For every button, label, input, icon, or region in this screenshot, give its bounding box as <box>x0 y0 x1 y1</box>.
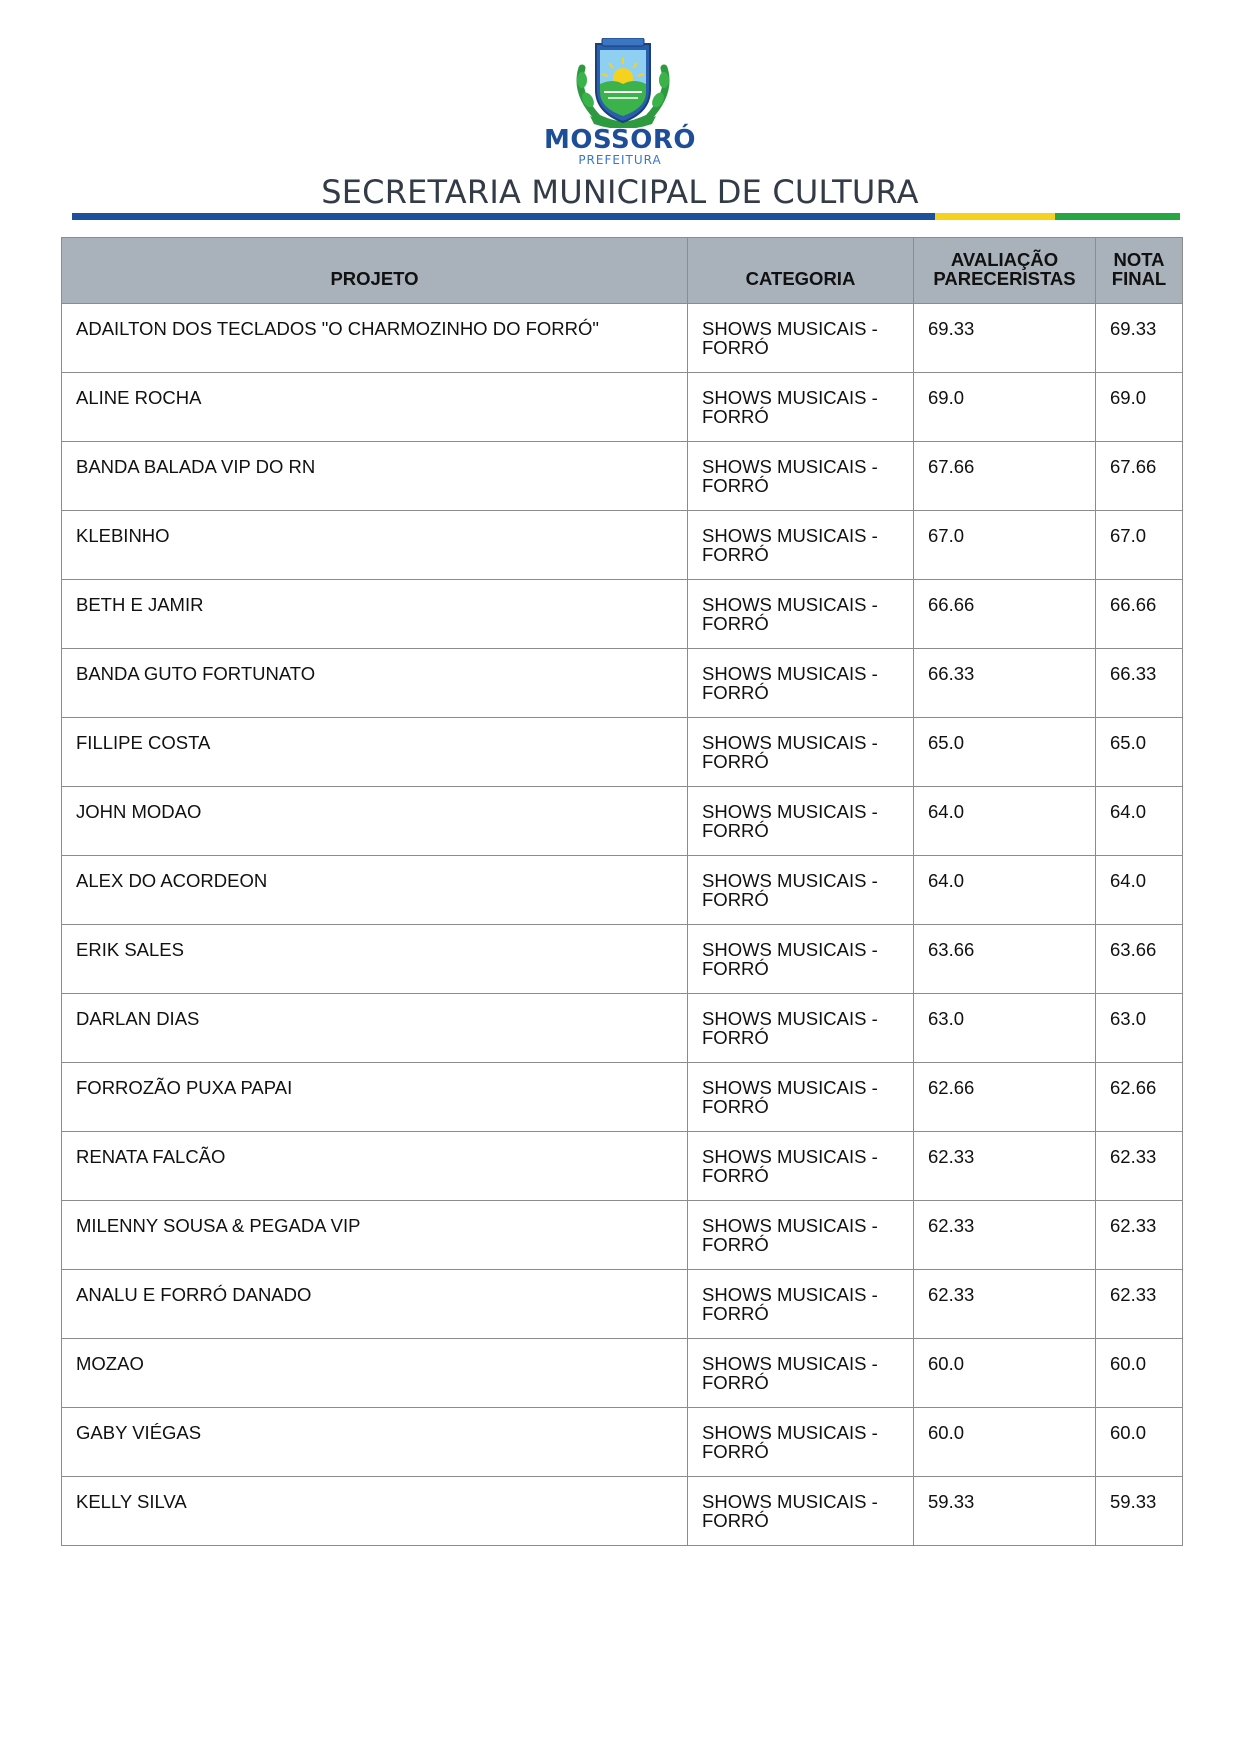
cell-categoria: SHOWS MUSICAIS - FORRÓ <box>688 787 914 856</box>
table-row <box>62 1477 1183 1546</box>
cell-avaliacao: 63.0 <box>914 994 1096 1063</box>
cell-projeto: GABY VIÉGAS <box>62 1408 688 1477</box>
column-header-categoria: CATEGORIA <box>688 238 914 304</box>
cell-categoria: SHOWS MUSICAIS - FORRÓ <box>688 1132 914 1201</box>
table-row <box>62 511 1183 580</box>
cell-nota-final: 65.0 <box>1096 718 1183 787</box>
column-header-projeto: PROJETO <box>62 238 688 304</box>
cell-projeto: MILENNY SOUSA & PEGADA VIP <box>62 1201 688 1270</box>
cell-categoria: SHOWS MUSICAIS - FORRÓ <box>688 994 914 1063</box>
cell-projeto: BETH E JAMIR <box>62 580 688 649</box>
cell-nota-final: 69.33 <box>1096 304 1183 373</box>
cell-categoria: SHOWS MUSICAIS - FORRÓ <box>688 1201 914 1270</box>
cell-categoria: SHOWS MUSICAIS - FORRÓ <box>688 511 914 580</box>
cell-avaliacao: 67.0 <box>914 511 1096 580</box>
table-row <box>62 649 1183 718</box>
cell-nota-final: 62.33 <box>1096 1132 1183 1201</box>
cell-avaliacao: 62.33 <box>914 1132 1096 1201</box>
cell-nota-final: 62.66 <box>1096 1063 1183 1132</box>
table-row <box>62 1339 1183 1408</box>
cell-nota-final: 66.33 <box>1096 649 1183 718</box>
cell-nota-final: 62.33 <box>1096 1201 1183 1270</box>
header-color-bar <box>72 213 1180 220</box>
cell-nota-final: 63.0 <box>1096 994 1183 1063</box>
cell-avaliacao: 60.0 <box>914 1408 1096 1477</box>
cell-categoria: SHOWS MUSICAIS - FORRÓ <box>688 649 914 718</box>
cell-projeto: BANDA BALADA VIP DO RN <box>62 442 688 511</box>
color-bar-green <box>1055 213 1180 220</box>
brand-name: MOSSORÓ <box>544 125 696 155</box>
cell-nota-final: 66.66 <box>1096 580 1183 649</box>
cell-categoria: SHOWS MUSICAIS - FORRÓ <box>688 1063 914 1132</box>
cell-avaliacao: 69.33 <box>914 304 1096 373</box>
cell-categoria: SHOWS MUSICAIS - FORRÓ <box>688 1270 914 1339</box>
cell-projeto: BANDA GUTO FORTUNATO <box>62 649 688 718</box>
cell-projeto: MOZAO <box>62 1339 688 1408</box>
cell-categoria: SHOWS MUSICAIS - FORRÓ <box>688 856 914 925</box>
cell-avaliacao: 64.0 <box>914 856 1096 925</box>
cell-avaliacao: 62.33 <box>914 1201 1096 1270</box>
cell-avaliacao: 63.66 <box>914 925 1096 994</box>
column-header-nota-final: NOTA FINAL <box>1096 238 1183 304</box>
cell-projeto: DARLAN DIAS <box>62 994 688 1063</box>
cell-nota-final: 67.0 <box>1096 511 1183 580</box>
column-header-avaliacao: AVALIAÇÃO PARECERISTAS <box>914 238 1096 304</box>
cell-categoria: SHOWS MUSICAIS - FORRÓ <box>688 925 914 994</box>
cell-avaliacao: 69.0 <box>914 373 1096 442</box>
table-row <box>62 373 1183 442</box>
table-row <box>62 304 1183 373</box>
table-row <box>62 1132 1183 1201</box>
cell-nota-final: 69.0 <box>1096 373 1183 442</box>
table-header-row <box>62 238 1183 304</box>
table-row <box>62 994 1183 1063</box>
cell-categoria: SHOWS MUSICAIS - FORRÓ <box>688 1477 914 1546</box>
cell-avaliacao: 60.0 <box>914 1339 1096 1408</box>
table-row <box>62 1201 1183 1270</box>
table-row <box>62 856 1183 925</box>
cell-nota-final: 60.0 <box>1096 1408 1183 1477</box>
results-table <box>61 237 1183 1546</box>
cell-nota-final: 63.66 <box>1096 925 1183 994</box>
table-row <box>62 925 1183 994</box>
cell-categoria: SHOWS MUSICAIS - FORRÓ <box>688 718 914 787</box>
cell-categoria: SHOWS MUSICAIS - FORRÓ <box>688 442 914 511</box>
table-row <box>62 1408 1183 1477</box>
cell-avaliacao: 66.33 <box>914 649 1096 718</box>
brand-subtitle: PREFEITURA <box>578 153 662 167</box>
color-bar-yellow <box>935 213 1055 220</box>
cell-avaliacao: 67.66 <box>914 442 1096 511</box>
cell-projeto: FILLIPE COSTA <box>62 718 688 787</box>
cell-avaliacao: 66.66 <box>914 580 1096 649</box>
cell-projeto: ADAILTON DOS TECLADOS "O CHARMOZINHO DO FORRÓ" <box>62 304 688 373</box>
color-bar-blue <box>72 213 935 220</box>
cell-categoria: SHOWS MUSICAIS - FORRÓ <box>688 1408 914 1477</box>
cell-avaliacao: 62.33 <box>914 1270 1096 1339</box>
cell-projeto: ERIK SALES <box>62 925 688 994</box>
cell-avaliacao: 59.33 <box>914 1477 1096 1546</box>
table-body <box>62 304 1183 1546</box>
table-row <box>62 442 1183 511</box>
page-title: SECRETARIA MUNICIPAL DE CULTURA <box>321 173 919 211</box>
table-row <box>62 718 1183 787</box>
brand-block <box>520 126 720 166</box>
page-header <box>0 0 1240 230</box>
cell-projeto: ALEX DO ACORDEON <box>62 856 688 925</box>
cell-avaliacao: 64.0 <box>914 787 1096 856</box>
cell-projeto: KLEBINHO <box>62 511 688 580</box>
cell-nota-final: 60.0 <box>1096 1339 1183 1408</box>
cell-nota-final: 64.0 <box>1096 856 1183 925</box>
cell-nota-final: 67.66 <box>1096 442 1183 511</box>
cell-projeto: KELLY SILVA <box>62 1477 688 1546</box>
cell-projeto: FORROZÃO PUXA PAPAI <box>62 1063 688 1132</box>
cell-nota-final: 62.33 <box>1096 1270 1183 1339</box>
cell-nota-final: 64.0 <box>1096 787 1183 856</box>
cell-categoria: SHOWS MUSICAIS - FORRÓ <box>688 373 914 442</box>
mossoro-coat-of-arms-logo <box>568 38 678 128</box>
table-row <box>62 580 1183 649</box>
cell-avaliacao: 65.0 <box>914 718 1096 787</box>
cell-categoria: SHOWS MUSICAIS - FORRÓ <box>688 304 914 373</box>
cell-projeto: ANALU E FORRÓ DANADO <box>62 1270 688 1339</box>
cell-projeto: ALINE ROCHA <box>62 373 688 442</box>
cell-avaliacao: 62.66 <box>914 1063 1096 1132</box>
cell-projeto: JOHN MODAO <box>62 787 688 856</box>
cell-nota-final: 59.33 <box>1096 1477 1183 1546</box>
cell-categoria: SHOWS MUSICAIS - FORRÓ <box>688 1339 914 1408</box>
cell-categoria: SHOWS MUSICAIS - FORRÓ <box>688 580 914 649</box>
cell-projeto: RENATA FALCÃO <box>62 1132 688 1201</box>
table-row <box>62 1063 1183 1132</box>
table-row <box>62 787 1183 856</box>
table-row <box>62 1270 1183 1339</box>
